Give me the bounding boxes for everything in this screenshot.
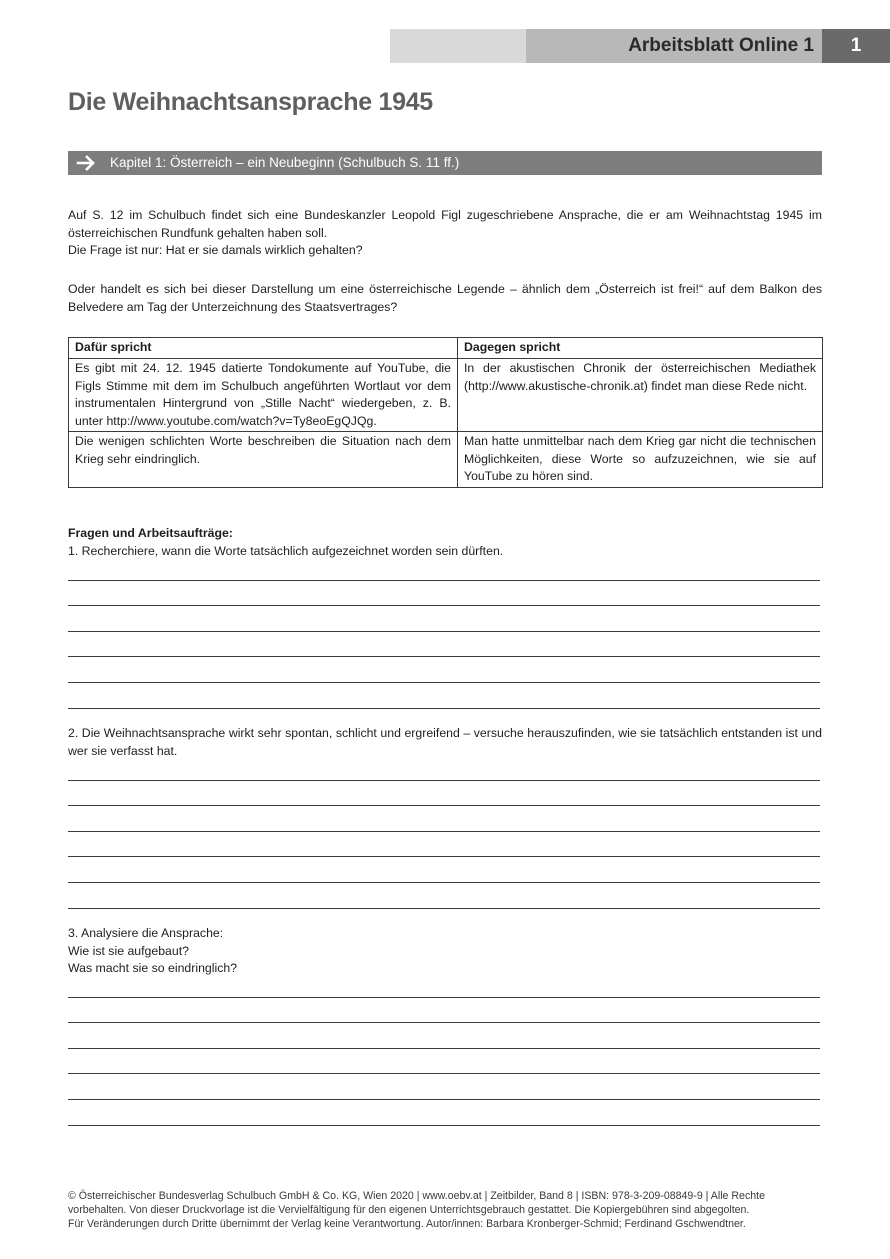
question-3	[68, 925, 822, 978]
answer-lines-1	[68, 555, 820, 709]
table-row	[69, 359, 823, 432]
worksheet-label: Arbeitsblatt Online 1	[628, 35, 814, 56]
answer-line	[68, 1074, 820, 1100]
answer-line	[68, 998, 820, 1024]
answer-line	[68, 657, 820, 683]
header-band-light	[390, 29, 526, 63]
chapter-title: Kapitel 1: Österreich – ein Neubeginn (Schulbuch S. 11 ff.)	[110, 155, 460, 170]
intro-text: Auf S. 12 im Schulbuch findet sich eine Bundeskanzler Leopold Figl zugeschriebene Ansprache, die er am Weihnachtstag 1945 im österreichischen Rundfunk gehalten haben soll.	[68, 208, 822, 240]
question-2: 2. Die Weihnachtsansprache wirkt sehr spontan, schlicht und ergreifend – versuche herauszufinden, wie sie tatsächlich entstanden ist und wer sie verfasst hat.	[68, 726, 822, 758]
answer-line	[68, 857, 820, 883]
intro-paragraph-1	[68, 207, 822, 260]
footer-line: © Österreichischer Bundesverlag Schulbuch GmbH & Co. KG, Wien 2020 | www.oebv.at | Zeitbilder, Band 8 | ISBN: 978-3-209-08849-9 | Alle Rechte	[68, 1190, 765, 1202]
question-3-line: Wie ist sie aufgebaut?	[68, 943, 189, 958]
table-header-row	[69, 338, 823, 359]
table-cell-pro: Die wenigen schlichten Worte beschreiben die Situation nach dem Krieg sehr eindringlich.	[69, 432, 458, 488]
copyright-footer	[68, 1189, 822, 1231]
intro-question: Die Frage ist nur: Hat er sie damals wirklich gehalten?	[68, 243, 363, 257]
question-1: 1. Recherchiere, wann die Worte tatsächlich aufgezeichnet worden sein dürften.	[68, 544, 504, 558]
answer-line	[68, 832, 820, 858]
question-3-line: 3. Analysiere die Ansprache:	[68, 926, 224, 940]
answer-lines-2	[68, 755, 820, 909]
answer-line	[68, 755, 820, 781]
pro-contra-table	[68, 337, 823, 488]
footer-line: Für Veränderungen durch Dritte übernimmt der Verlag keine Verantwortung. Autor/innen: Barbara Kronberger-Schmid; Ferdinand Gschwendtner.	[68, 1218, 746, 1230]
answer-line	[68, 581, 820, 607]
questions-heading: Fragen und Arbeitsaufträge:	[68, 526, 233, 540]
answer-line	[68, 683, 820, 709]
column-header-pro: Dafür spricht	[69, 338, 458, 359]
intro-paragraph-2: Oder handelt es sich bei dieser Darstellung um eine österreichische Legende – ähnlich dem „Österreich ist frei!“ auf dem Balkon des Belvedere am Tag der Unterzeichnung des Staatsvertrages?	[68, 282, 822, 314]
answer-line	[68, 606, 820, 632]
table-row	[69, 432, 823, 488]
column-header-contra: Dagegen spricht	[458, 338, 823, 359]
answer-line	[68, 1049, 820, 1075]
arrow-right-icon	[76, 151, 98, 175]
answer-line	[68, 883, 820, 909]
answer-line	[68, 555, 820, 581]
answer-line	[68, 632, 820, 658]
table-cell-contra: Man hatte unmittelbar nach dem Krieg gar nicht die technischen Möglichkeiten, diese Worte so aufzuzeichnen, wie sie auf YouTube zu hören sind.	[458, 432, 823, 488]
table-cell-pro: Es gibt mit 24. 12. 1945 datierte Tondokumente auf YouTube, die Figls Stimme mit dem im Schulbuch angeführten Wortlaut vor dem instrumentalen Hintergrund von „Stille Nacht“ wiedergeben, z. B. unter http://www.youtube.com/watch?v=Ty8eoEgQJQg.	[69, 359, 458, 432]
answer-lines-3	[68, 972, 820, 1126]
page-number: 1	[822, 29, 890, 63]
answer-line	[68, 972, 820, 998]
question-3-line: Was macht sie so eindringlich?	[68, 961, 238, 975]
chapter-bar	[68, 151, 822, 175]
table-cell-contra: In der akustischen Chronik der österreichischen Mediathek (http://www.akustische-chronik.at) findet man diese Rede nicht.	[458, 359, 823, 432]
answer-line	[68, 806, 820, 832]
answer-line	[68, 1023, 820, 1049]
footer-line: vorbehalten. Von dieser Druckvorlage ist die Vervielfältigung für den eigenen Unterrichtsgebrauch gestattet. Die Kopiergebühren sind abgegolten.	[68, 1204, 750, 1216]
answer-line	[68, 1100, 820, 1126]
page-title: Die Weihnachtsansprache 1945	[68, 88, 433, 116]
answer-line	[68, 781, 820, 807]
